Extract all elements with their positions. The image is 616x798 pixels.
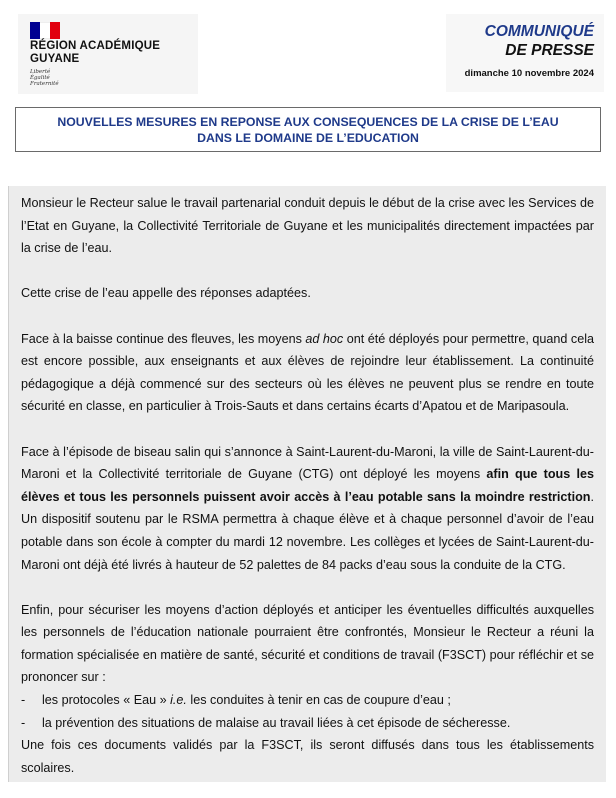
- press-line1: COMMUNIQUÉ: [484, 23, 594, 40]
- italic-ad-hoc: ad hoc: [305, 331, 344, 346]
- motto-liberte: Liberté: [30, 69, 51, 75]
- org-name-line1: RÉGION ACADÉMIQUE: [30, 40, 161, 52]
- list-item: - la prévention des situations de malaise au travail liées à cet épisode de sécheresse.: [21, 715, 511, 730]
- press-release-body: [8, 186, 606, 782]
- bold-water-access: afin que tous les élèves et tous les personnels puissent avoir accès à l’eau potable sans la moindre restriction: [21, 467, 594, 504]
- title-line2: DANS LE DOMAINE DE L’EDUCATION: [197, 131, 419, 145]
- paragraph-5: Enfin, pour sécuriser les moyens d’action déployés et anticiper les éventuelles difficultés auxquelles les personnels de l’éducation nationale pourraient être confrontés, Monsieur le Recteur a réuni la formation spécialisée en matière de santé, sécurité et conditions de travail (F3SCT) pour réfléchir et se prononcer sur :: [21, 602, 594, 685]
- list-item: - les protocoles « Eau » i.e. les conduites à tenir en cas de coupure d’eau ;: [21, 693, 451, 708]
- press-release-header: [446, 14, 604, 92]
- press-line2: DE PRESSE: [505, 42, 594, 59]
- release-date: dimanche 10 novembre 2024: [464, 68, 594, 79]
- paragraph-2: Cette crise de l’eau appelle des réponses adaptées.: [21, 286, 311, 301]
- paragraph-3: Face à la baisse continue des fleuves, les moyens ad hoc ont été déployés pour permettre, quand cela est encore possible, aux enseignants et aux élèves de rejoindre leur établissement. La continuité pédagogique a déjà commencé sur des secteurs où les élèves ne peuvent plus se rendre en toute sécurité en classe, en particulier à Trois-Sauts et dans certains écarts d’Apatou et de Maripasoula.: [21, 331, 595, 414]
- document-title: [15, 107, 601, 152]
- french-flag-icon: [30, 22, 60, 39]
- paragraph-4: Face à l’épisode de biseau salin qui s’annonce à Saint-Laurent-du-Maroni, la ville de Saint-Laurent-du-Maroni et la Collectivité territoriale de Guyane (CTG) ont déployé les moyens afin que tous les élèves et tous les personnels puissent avoir accès à l’eau potable sans la moindre restriction. Un dispositif soutenu par le RSMA permettra à chaque élève et à chaque personnel d’avoir de l’eau potable dans son école à compter du mardi 12 novembre. Les collèges et lycées de Saint-Laurent-du-Maroni ont déjà été livrés à hauteur de 52 palettes de 84 packs d’eau sous la conduite de la CTG.: [21, 444, 594, 572]
- motto-egalite: Égalité: [30, 75, 50, 81]
- motto-fraternite: Fraternité: [30, 81, 59, 87]
- measures-list: [21, 689, 594, 734]
- press-release-title: [485, 22, 594, 60]
- paragraph-6: Une fois ces documents validés par la F3SCT, ils seront diffusés dans tous les établissements scolaires.: [21, 738, 594, 775]
- org-name-line2: GUYANE: [30, 53, 80, 65]
- paragraph-1: Monsieur le Recteur salue le travail partenarial conduit depuis le début de la crise avec les Services de l’Etat en Guyane, la Collectivité Territoriale de Guyane et les municipalités directement impactées par la crise de l’eau.: [21, 196, 594, 256]
- title-line1: NOUVELLES MESURES EN REPONSE AUX CONSEQUENCES DE LA CRISE DE L’EAU: [57, 115, 559, 129]
- academie-logo: [18, 14, 198, 94]
